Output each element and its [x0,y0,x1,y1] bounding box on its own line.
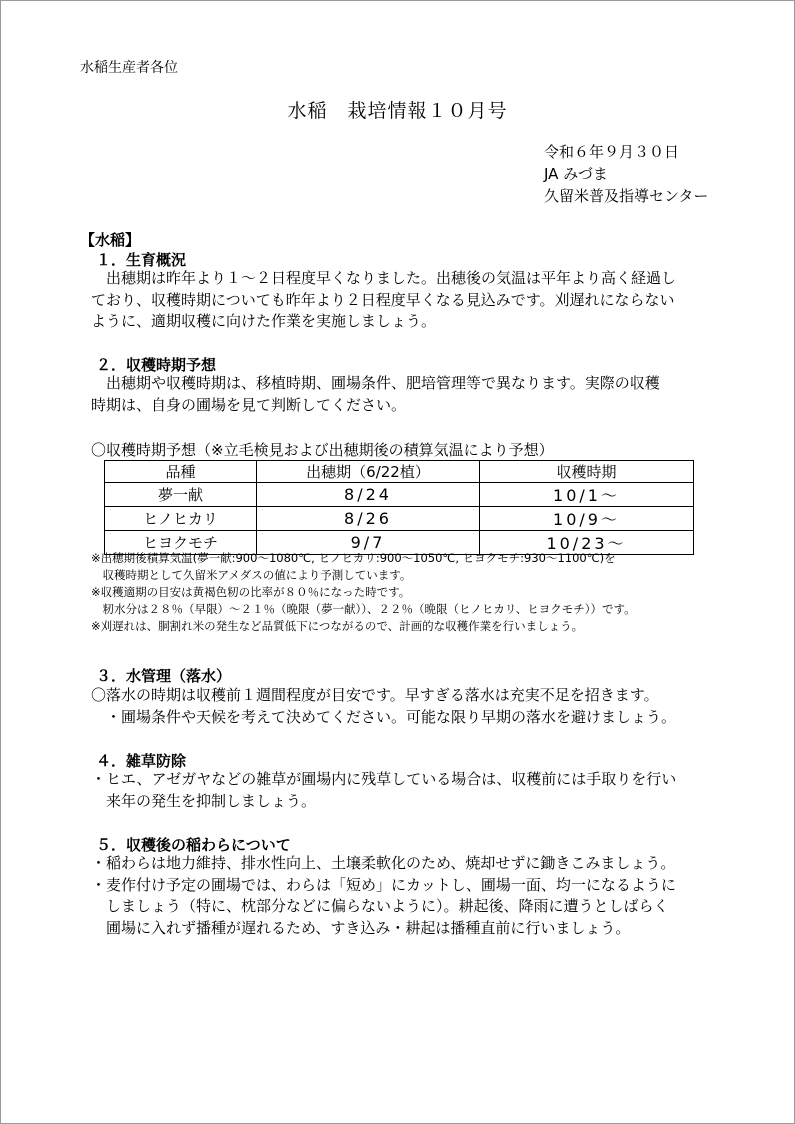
header-cell: 出穂期（6/22植） [257,461,480,483]
section-body [91,685,731,728]
variety-cell: 夢一献 [105,483,257,507]
text-line: 出穂期は昨年より１～２日程度早くなりました。出穂後の気温は平年より高く経過し [91,269,677,287]
note-line: ※刈遅れは、胴割れ米の発生など品質低下につながるので、計画的な収穫作業を行いましょう。 [91,619,584,633]
text-line: しましょう（特に、枕部分などに偏らないように）。耕起後、降雨に遭うとしばらく [91,897,669,915]
table-caption: 〇収穫時期予想（※立毛検見および出穂期後の積算気温により予想） [91,441,554,459]
section-heading: ３．水管理（落水） [96,667,232,685]
category-heading: 【水稲】 [80,231,141,249]
issue-date: 令和６年９月３０日 [544,143,680,161]
document-title: 水稲 栽培情報１０月号 [287,100,508,122]
section-body [91,373,731,416]
text-line: 出穂期や収穫時期は、移植時期、圃場条件、肥培管理等で異なります。実際の収穫 [91,374,660,392]
section-body [91,769,731,812]
section-heading: ４．雑草防除 [96,752,187,770]
heading-date-cell: 9/7 [257,531,480,555]
text-line: 〇落水の時期は収穫前１週間程度が目安です。早すぎる落水は充実不足を招きます。 [91,686,659,704]
header-cell: 収穫時期 [480,461,694,483]
note-line: 収穫時期として久留米アメダスの値により予測しています。 [91,568,412,582]
text-line: 圃場に入れず播種が遅れるため、すき込み・耕起は播種直前に行いましょう。 [91,918,631,937]
harvest-date-cell: 10/9～ [480,507,694,531]
heading-date-cell: 8/26 [257,507,480,531]
table-header-row [105,461,694,483]
text-line: 来年の発生を抑制しましょう。 [91,791,317,810]
note-line: 籾水分は２８％（早限）～２１％（晩限（夢一献））、２２％（晩限（ヒノヒカリ、ヒヨクモチ））です。 [91,602,636,616]
text-line: ・圃場条件や天候を考えて決めてください。可能な限り早期の落水を避けましょう。 [91,707,677,726]
section-body [91,268,731,333]
text-line: ・麦作付け予定の圃場では、わらは「短め」にカットし、圃場一面、均一になるように [91,875,676,894]
text-line: ており、収穫時期についても昨年より２日程度早くなる見込みです。刈遅れにならない [91,290,675,309]
section-body [91,853,731,939]
text-line: ・稲わらは地力維持、排水性向上、土壌柔軟化のため、焼却せずに鋤きこみましょう。 [91,854,676,872]
table-row [105,483,694,507]
section-heading: ５．収穫後の稲わらについて [96,836,291,854]
note-line: ※出穂期後積算気温(夢一献:900～1080℃, ヒノヒカリ:900～1050℃, ヒヨクモチ:930～1100℃)を [91,551,616,565]
section-heading: １．生育概況 [96,251,187,269]
text-line: ように、適期収穫に向けた作業を実施しましょう。 [91,312,437,330]
harvest-date-cell: 10/1～ [480,483,694,507]
sender-block [544,141,708,207]
sender-org: JA みづま [544,165,608,183]
note-line: ※収穫適期の目安は黄褐色籾の比率が８０％になった時です。 [91,585,411,599]
text-line: ・ヒエ、アゼガヤなどの雑草が圃場内に残草している場合は、収穫前には手取りを行い [91,770,677,788]
variety-cell: ヒヨクモチ [105,531,257,555]
table-row [105,507,694,531]
variety-cell: ヒノヒカリ [105,507,257,531]
text-line: 時期は、自身の圃場を見て判断してください。 [91,395,407,414]
harvest-date-cell: 10/23～ [480,531,694,555]
harvest-table [104,460,694,555]
sender-center: 久留米普及指導センター [544,187,709,205]
header-cell: 品種 [105,461,257,483]
addressee: 水稲生産者各位 [80,60,178,76]
table-notes [91,550,636,635]
heading-date-cell: 8/24 [257,483,480,507]
section-heading: ２．収穫時期予想 [96,356,217,374]
